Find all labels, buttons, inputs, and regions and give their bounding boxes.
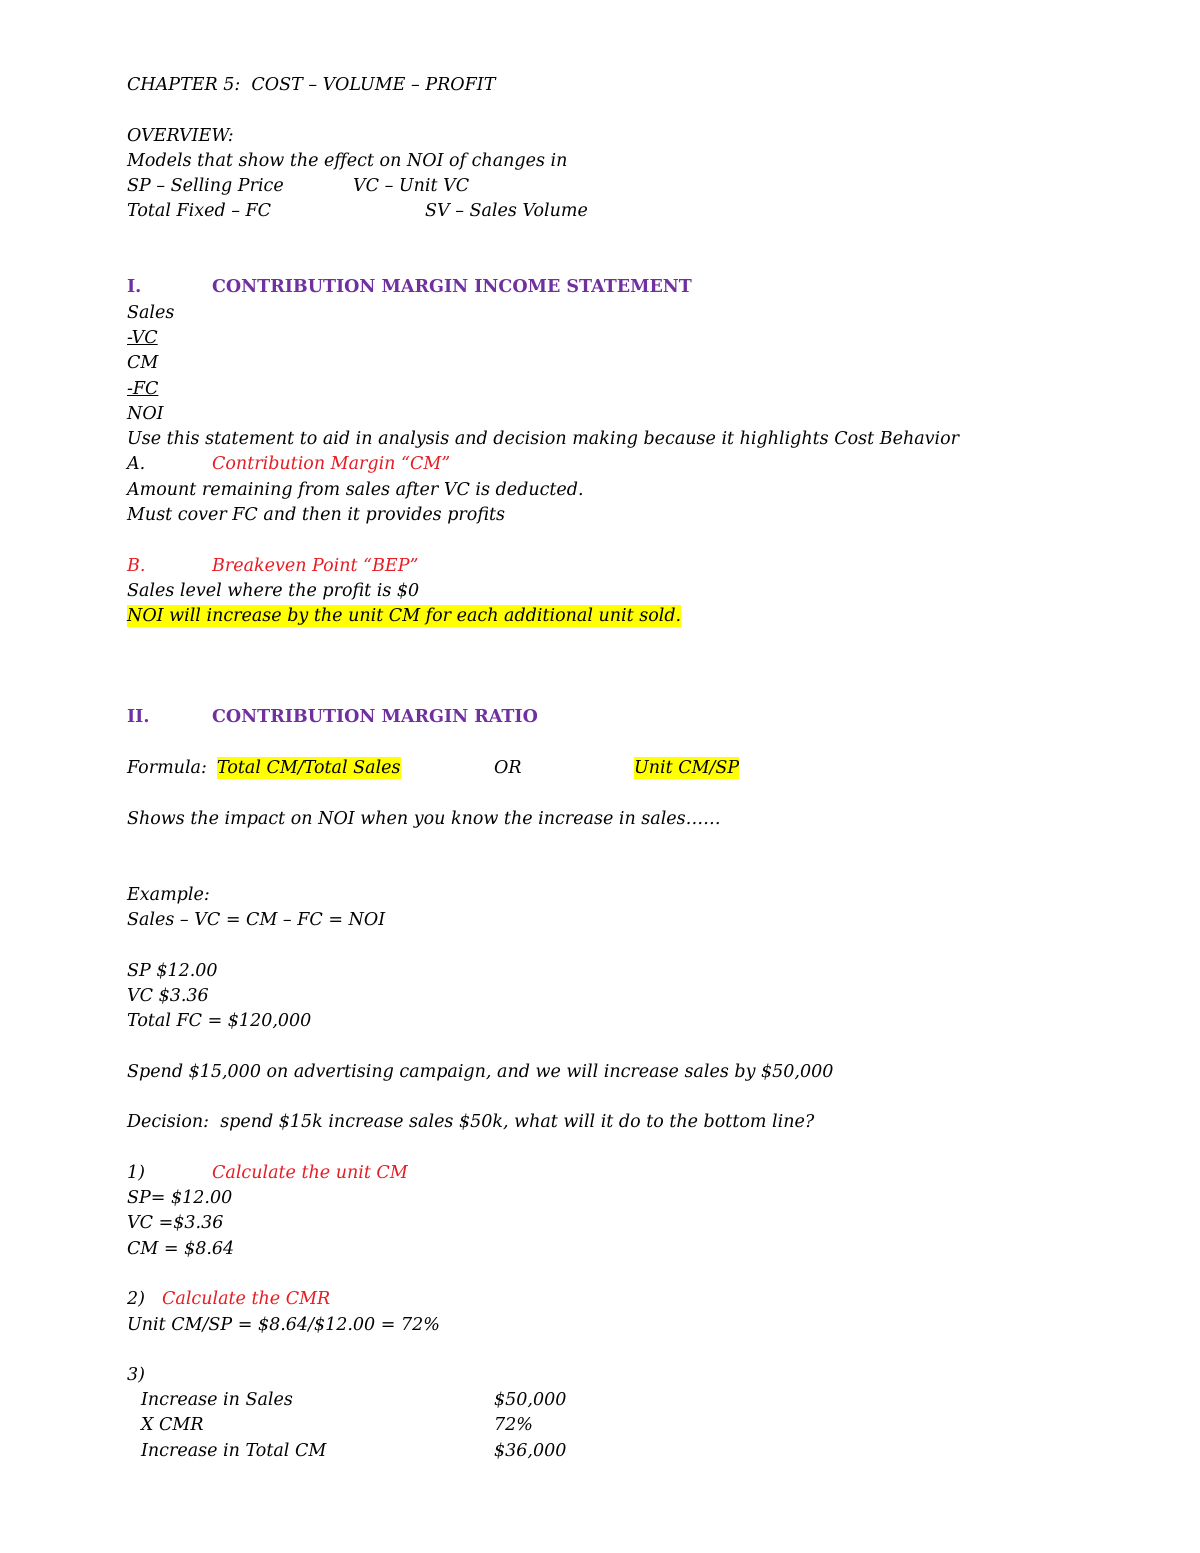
example-vc: VC $3.36 xyxy=(127,986,209,1006)
statement-line-fc: -FC xyxy=(127,379,159,399)
overview-vc: VC – Unit VC xyxy=(353,176,470,196)
step2-calc: Unit CM/SP = $8.64/$12.00 = 72% xyxy=(127,1315,440,1335)
step1-sp: SP= $12.00 xyxy=(127,1188,233,1208)
statement-line-sales: Sales xyxy=(127,303,175,323)
step1-cm: CM = $8.64 xyxy=(127,1239,235,1259)
step3-row-value: $36,000 xyxy=(494,1441,567,1461)
subsection-a-title: Contribution Margin “CM” xyxy=(212,454,451,474)
subsection-b-title: Breakeven Point “BEP” xyxy=(212,556,419,576)
section1-numeral: I. xyxy=(127,277,142,297)
step3-row-value: $50,000 xyxy=(494,1390,567,1410)
subsection-a-line1: Amount remaining from sales after VC is deducted. xyxy=(127,480,584,500)
overview-sv: SV – Sales Volume xyxy=(425,201,588,221)
example-sp: SP $12.00 xyxy=(127,961,218,981)
spend-text: Spend $15,000 on advertising campaign, and we will increase sales by $50,000 xyxy=(127,1062,834,1082)
formula-label: Formula: xyxy=(127,758,207,778)
statement-line-cm: CM xyxy=(127,353,159,373)
overview-intro: Models that show the effect on NOI of changes in xyxy=(127,151,568,171)
step2-number: 2) xyxy=(127,1289,145,1309)
formula-unit: Unit CM/SP xyxy=(634,758,740,778)
impact-text: Shows the impact on NOI when you know the increase in sales…… xyxy=(127,809,721,829)
statement-note: Use this statement to aid in analysis and decision making because it highlights Cost Behavior xyxy=(127,429,960,449)
section2-numeral: II. xyxy=(127,707,150,727)
step1-number: 1) xyxy=(127,1163,145,1183)
overview-fc: Total Fixed – FC xyxy=(127,201,272,221)
example-equation: Sales – VC = CM – FC = NOI xyxy=(127,910,386,930)
formula-or: OR xyxy=(494,758,522,778)
statement-line-vc: -VC xyxy=(127,328,158,348)
formula-total: Total CM/Total Sales xyxy=(217,758,401,778)
overview-sp: SP – Selling Price xyxy=(127,176,284,196)
step3-row-value: 72% xyxy=(494,1415,533,1435)
step2-title: Calculate the CMR xyxy=(162,1289,331,1309)
subsection-a-label: A. xyxy=(127,454,146,474)
section1-title: CONTRIBUTION MARGIN INCOME STATEMENT xyxy=(212,277,692,297)
overview-heading: OVERVIEW: xyxy=(127,126,234,146)
step3-row-label: Increase in Sales xyxy=(141,1390,293,1410)
example-label: Example: xyxy=(127,885,210,905)
section2-title: CONTRIBUTION MARGIN RATIO xyxy=(212,707,538,727)
decision-text: Decision: spend $15k increase sales $50k, what will it do to the bottom line? xyxy=(127,1112,815,1132)
step1-title: Calculate the unit CM xyxy=(212,1163,408,1183)
step3-number: 3) xyxy=(127,1365,145,1385)
step3-row-label: X CMR xyxy=(141,1415,204,1435)
subsection-b-label: B. xyxy=(127,556,146,576)
subsection-a-line2: Must cover FC and then it provides profits xyxy=(127,505,506,525)
chapter-title: CHAPTER 5: COST – VOLUME – PROFIT xyxy=(127,75,496,95)
step1-vc: VC =$3.36 xyxy=(127,1213,224,1233)
example-fc: Total FC = $120,000 xyxy=(127,1011,312,1031)
step3-row-label: Increase in Total CM xyxy=(141,1441,327,1461)
statement-line-noi: NOI xyxy=(127,404,164,424)
subsection-b-highlight: NOI will increase by the unit CM for each additional unit sold. xyxy=(127,606,682,626)
subsection-b-line1: Sales level where the profit is $0 xyxy=(127,581,420,601)
